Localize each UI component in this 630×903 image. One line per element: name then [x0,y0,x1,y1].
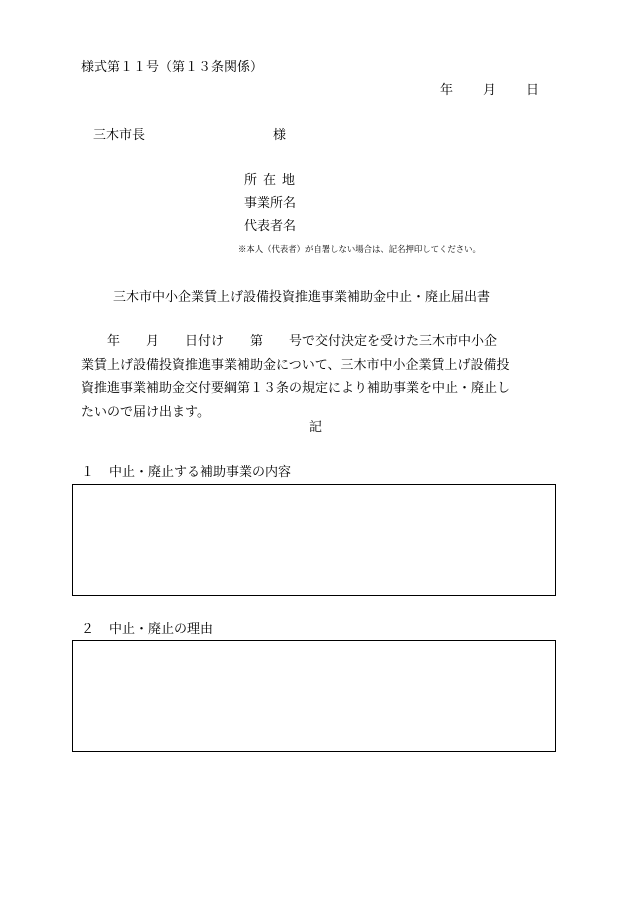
section-1-label: 中止・廃止する補助事業の内容 [109,465,292,480]
body-line: 資推進事業補助金交付要綱第１３条の規定により補助事業を中止・廃止し [81,381,511,396]
date-month-label: 月 [483,83,497,98]
applicant-representative-label: 代表者名 [244,219,297,234]
signature-note: ※本人（代表者）が自署しない場合は、記名押印してください。 [238,244,481,254]
addressee-mayor: 三木市長 [93,128,146,143]
body-paragraph [81,330,551,424]
body-line: 業賃上げ設備投資推進事業補助金について、三木市中小企業賃上げ設備投 [81,357,510,373]
date-day-label: 日 [526,83,540,98]
date-year-label: 年 [440,83,454,98]
section-2-number: ２ [81,622,95,637]
section-2-content-box[interactable] [72,640,556,752]
ki-heading: 記 [309,420,323,435]
form-number: 様式第１１号（第１３条関係） [81,60,264,75]
document-title: 三木市中小企業賃上げ設備投資推進事業補助金中止・廃止届出書 [113,290,491,305]
body-line: たいので届け出ます。 [81,404,210,420]
section-1-number: １ [81,465,95,480]
applicant-office-label: 事業所名 [244,196,297,211]
body-line: 年 月 日付け 第 号で交付決定を受けた三木市中小企 [81,334,498,349]
section-2-label: 中止・廃止の理由 [109,622,214,637]
applicant-address-label: 所在地 [244,173,302,188]
section-2-title [81,623,213,636]
addressee [93,128,287,143]
date-line [440,84,539,97]
addressee-honorific: 様 [273,128,287,143]
section-1-title [81,466,291,479]
section-1-content-box[interactable] [72,484,556,596]
